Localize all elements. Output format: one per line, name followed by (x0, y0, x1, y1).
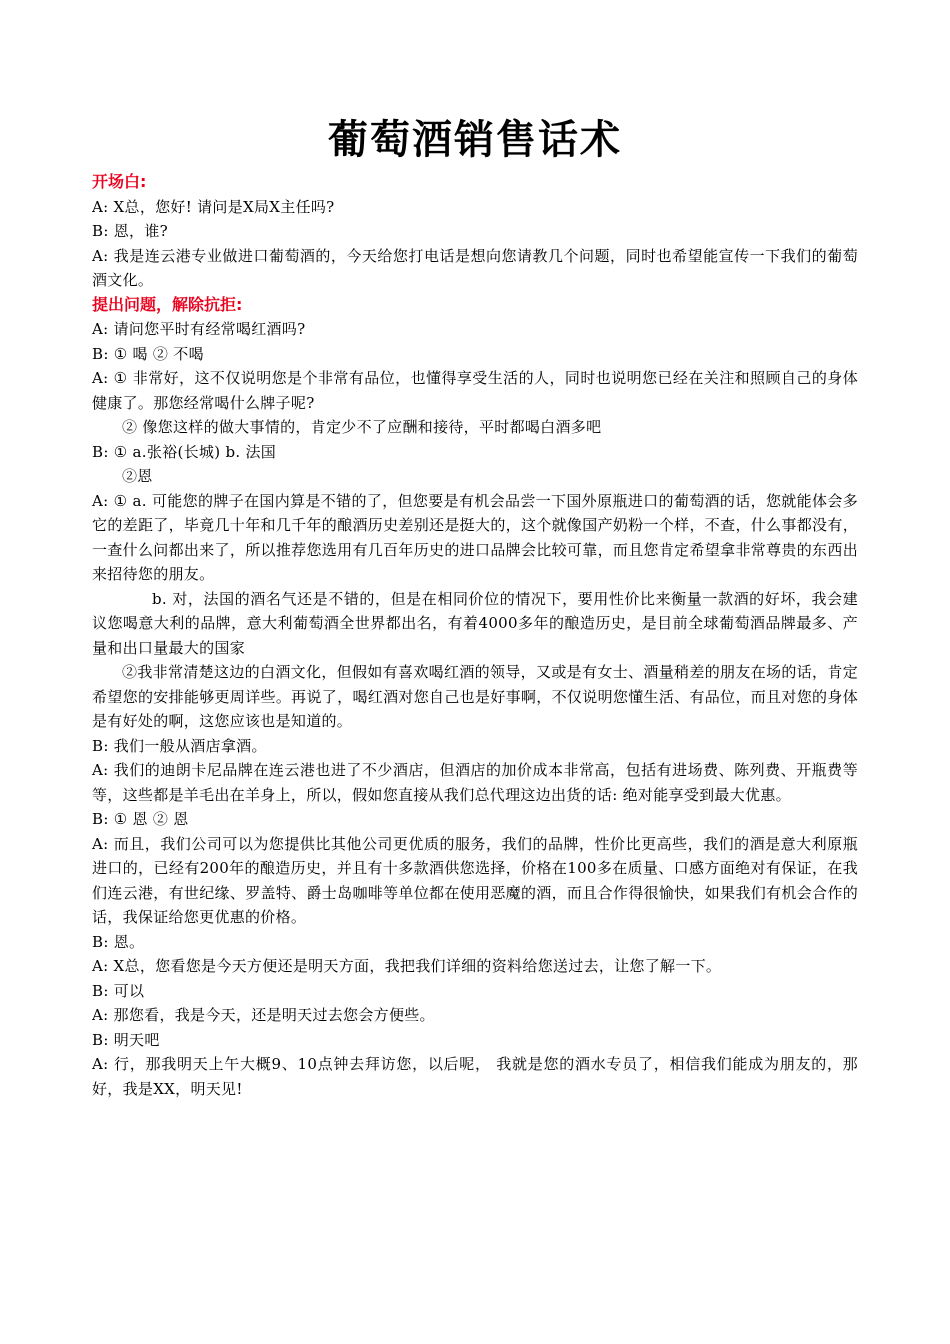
dialogue-line: A: 而且，我们公司可以为您提供比其他公司更优质的服务，我们的品牌，性价比更高些，我们的酒是意大利原瓶进口的，已经有200年的酿造历史，并且有十多款酒供您选择，价格在100多在质量、口感方面绝对有保证，在我们连云港，有世纪缘、罗盖特、爵士岛咖啡等单位都在使用恶魔的酒，而且合作得很愉快，如果我们有机会合作的话，我保证给您更优惠的价格。 (92, 834, 858, 926)
dialogue-line: A: 我们的迪朗卡尼品牌在连云港也进了不少酒店，但酒店的加价成本非常高，包括有进场费、陈列费、开瓶费等等，这些都是羊毛出在羊身上，所以，假如您直接从我们总代理这边出货的话: 绝对能享受到最大优惠。 (92, 761, 858, 804)
dialogue-line: B: ① 喝 ② 不喝 (92, 344, 204, 363)
dialogue-line: A: ① 非常好，这不仅说明您是个非常有品位，也懂得享受生活的人，同时也说明您已经在关注和照顾自己的身体健康了。那您经常喝什么牌子呢? (92, 369, 858, 412)
dialogue-line: B: 恩。 (92, 932, 145, 951)
dialogue-line: ②我非常清楚这边的白酒文化，但假如有喜欢喝红酒的领导，又或是有女士、酒量稍差的朋友在场的话，肯定希望您的安排能够更周详些。再说了，喝红酒对您自己也是好事啊，不仅说明您懂生活、有品位，而且对您的身体是有好处的啊，这您应该也是知道的。 (92, 663, 858, 730)
dialogue-line: b. 对，法国的酒名气还是不错的，但是在相同价位的情况下，要用性价比来衡量一款酒的好坏，我会建议您喝意大利的品牌，意大利葡萄酒全世界都出名，有着4000多年的酿造历史，是目前全球葡萄酒品牌最多、产量和出口量最大的国家 (92, 589, 858, 657)
dialogue-line: B: ① 恩 ② 恩 (92, 810, 189, 828)
dialogue-line: A: 行，那我明天上午大概9、10点钟去拜访您，以后呢， 我就是您的酒水专员了，相信我们能成为朋友的，那好，我是XX，明天见! (92, 1055, 858, 1098)
document-title: 葡萄酒销售话术 (328, 117, 622, 163)
dialogue-line: B: 可以 (92, 981, 145, 1000)
section-heading-opening: 开场白: (92, 172, 147, 191)
dialogue-line: A: 我是连云港专业做进口葡萄酒的，今天给您打电话是想向您请教几个问题，同时也希望能宣传一下我们的葡萄酒文化。 (92, 246, 858, 289)
dialogue-line: A: X总，您看您是今天方便还是明天方面，我把我们详细的资料给您送过去，让您了解一下。 (92, 957, 722, 975)
dialogue-line: B: 恩，谁? (92, 222, 168, 240)
dialogue-line: A: 请问您平时有经常喝红酒吗? (92, 320, 306, 338)
dialogue-line: B: 明天吧 (92, 1030, 160, 1049)
section-heading-objections: 提出问题，解除抗拒: (92, 294, 243, 314)
dialogue-line: B: ① a.张裕(长城) b. 法国 (92, 442, 277, 461)
dialogue-line: ② 像您这样的做大事情的，肯定少不了应酬和接待，平时都喝白酒多吧 (122, 418, 602, 436)
dialogue-line: ②恩 (122, 467, 153, 485)
dialogue-line: A: 那您看，我是今天，还是明天过去您会方便些。 (92, 1006, 435, 1024)
dialogue-line: B: 我们一般从酒店拿酒。 (92, 736, 267, 755)
document-page (92, 112, 858, 1101)
dialogue-line: A: X总，您好! 请问是X局X主任吗? (92, 197, 335, 216)
dialogue-line: A: ① a. 可能您的牌子在国内算是不错的了，但您要是有机会品尝一下国外原瓶进口的葡萄酒的话，您就能体会多它的差距了，毕竟几十年和几千年的酿酒历史差别还是挺大的，这个就像国产奶粉一个样，不查，什么事都没有，一查什么问都出来了，所以推荐您选用有几百年历史的进口品牌会比较可靠，而且您肯定希望拿非常尊贵的东西出来招待您的朋友。 (92, 491, 858, 583)
